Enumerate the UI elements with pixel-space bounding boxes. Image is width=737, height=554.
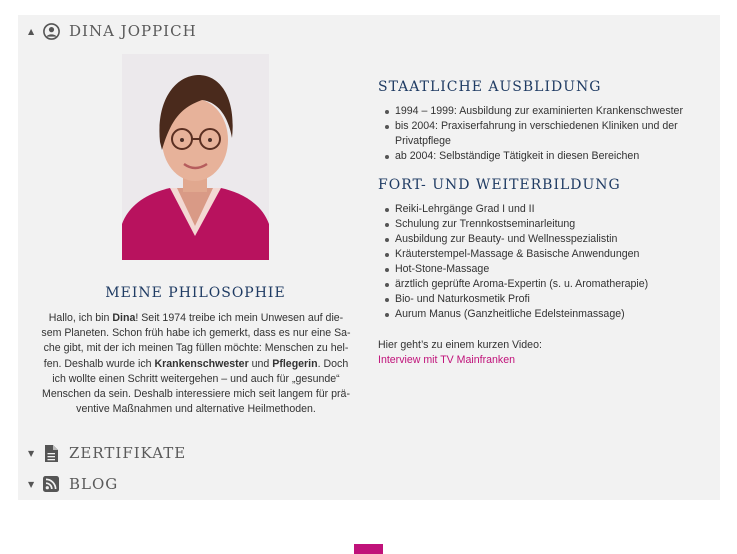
training-item: Kräuterstempel-Massage & Basische Anwendungen [395,247,713,262]
video-link[interactable]: Interview mit TV Mainfranken [378,354,515,366]
training-item: Ausbildung zur Beauty- und Wellnesspezialistin [395,232,713,247]
education-title: STAATLICHE AUSBLIDUNG [378,79,602,95]
philosophy-emphasis: Krankenschwester [154,357,249,370]
training-item: Reiki-Lehrgänge Grad I und II [395,202,713,217]
philosophy-line [32,402,360,417]
user-circle-icon [42,22,60,40]
philosophy-line [32,357,360,372]
training-item: Bio- und Naturkosmetik Profi [395,292,713,307]
philosophy-segment: und [248,357,273,370]
education-item: ab 2004: Selbständige Tätigkeit in diesen Bereichen [395,149,713,164]
philosophy-line [32,387,360,402]
philosophy-segment: . Doch [317,357,349,370]
philosophy-segment: fen. Deshalb wurde ich [43,357,155,370]
philosophy-text [32,311,360,417]
accordion-panel [18,15,720,500]
training-item: Schulung zur Trennkostseminarleitung [395,217,713,232]
qualifications-column [378,79,713,368]
philosophy-line [32,326,360,341]
caret-up-icon: ▲ [28,26,35,36]
philosophy-emphasis: Dina [112,312,136,324]
philosophy-segment: che gibt, mit der ich meinen Tag füllen möchte: Menschen zu hel- [43,342,349,355]
rss-icon [42,475,60,493]
accordion-label-profile: DINA JOPPICH [69,22,197,40]
caret-down-icon: ▼ [28,479,35,489]
training-list [378,202,713,322]
philosophy-segment: ! Seit 1974 treibe ich mein Unwesen auf die- [135,312,344,324]
caret-down-icon: ▼ [28,448,35,458]
philosophy-segment: Menschen da sein. Deshalb interessiere mich seit langem für prä- [42,388,350,401]
training-title: FORT- UND WEITERBILDUNG [378,177,621,193]
accordion-header-profile[interactable] [28,18,197,44]
philosophy-title: MEINE PHILOSOPHIE [105,285,286,301]
document-icon [42,444,60,462]
video-intro-text: Hier geht’s zu einem kurzen Video: [378,339,542,351]
profile-photo [122,54,269,260]
scroll-to-top-button[interactable] [354,544,383,554]
accordion-header-blog[interactable] [28,471,118,497]
philosophy-line [32,372,360,387]
philosophy-segment: Hallo, ich bin [48,312,113,324]
philosophy-line [32,311,360,326]
philosophy-emphasis: Pflegerin [272,357,318,370]
philosophy-segment: sem Planeten. Schon früh habe ich gemerkt, dass es nur eine Sa- [41,327,351,340]
accordion-label-blog: BLOG [69,475,119,493]
training-item: ärztlich geprüfte Aroma-Expertin (s. u. Aromatherapie) [395,277,713,292]
accordion-label-certificates: ZERTIFIKATE [69,444,187,462]
philosophy-segment: ventive Maßnahmen und alternative Heilmethoden. [76,403,316,416]
training-item: Aurum Manus (Ganzheitliche Edelsteinmassage) [395,307,713,322]
education-item: 1994 – 1999: Ausbildung zur examinierten Krankenschwester [395,104,713,119]
training-item: Hot-Stone-Massage [395,262,713,277]
education-list [378,104,713,164]
accordion-header-certificates[interactable] [28,440,186,466]
education-item: bis 2004: Praxiserfahrung in verschiedenen Kliniken und der Privatpflege [395,119,713,149]
philosophy-segment: ich wollte einen Schritt weitergehen – und auch für „gesunde“ [52,372,340,385]
philosophy-line [32,341,360,356]
